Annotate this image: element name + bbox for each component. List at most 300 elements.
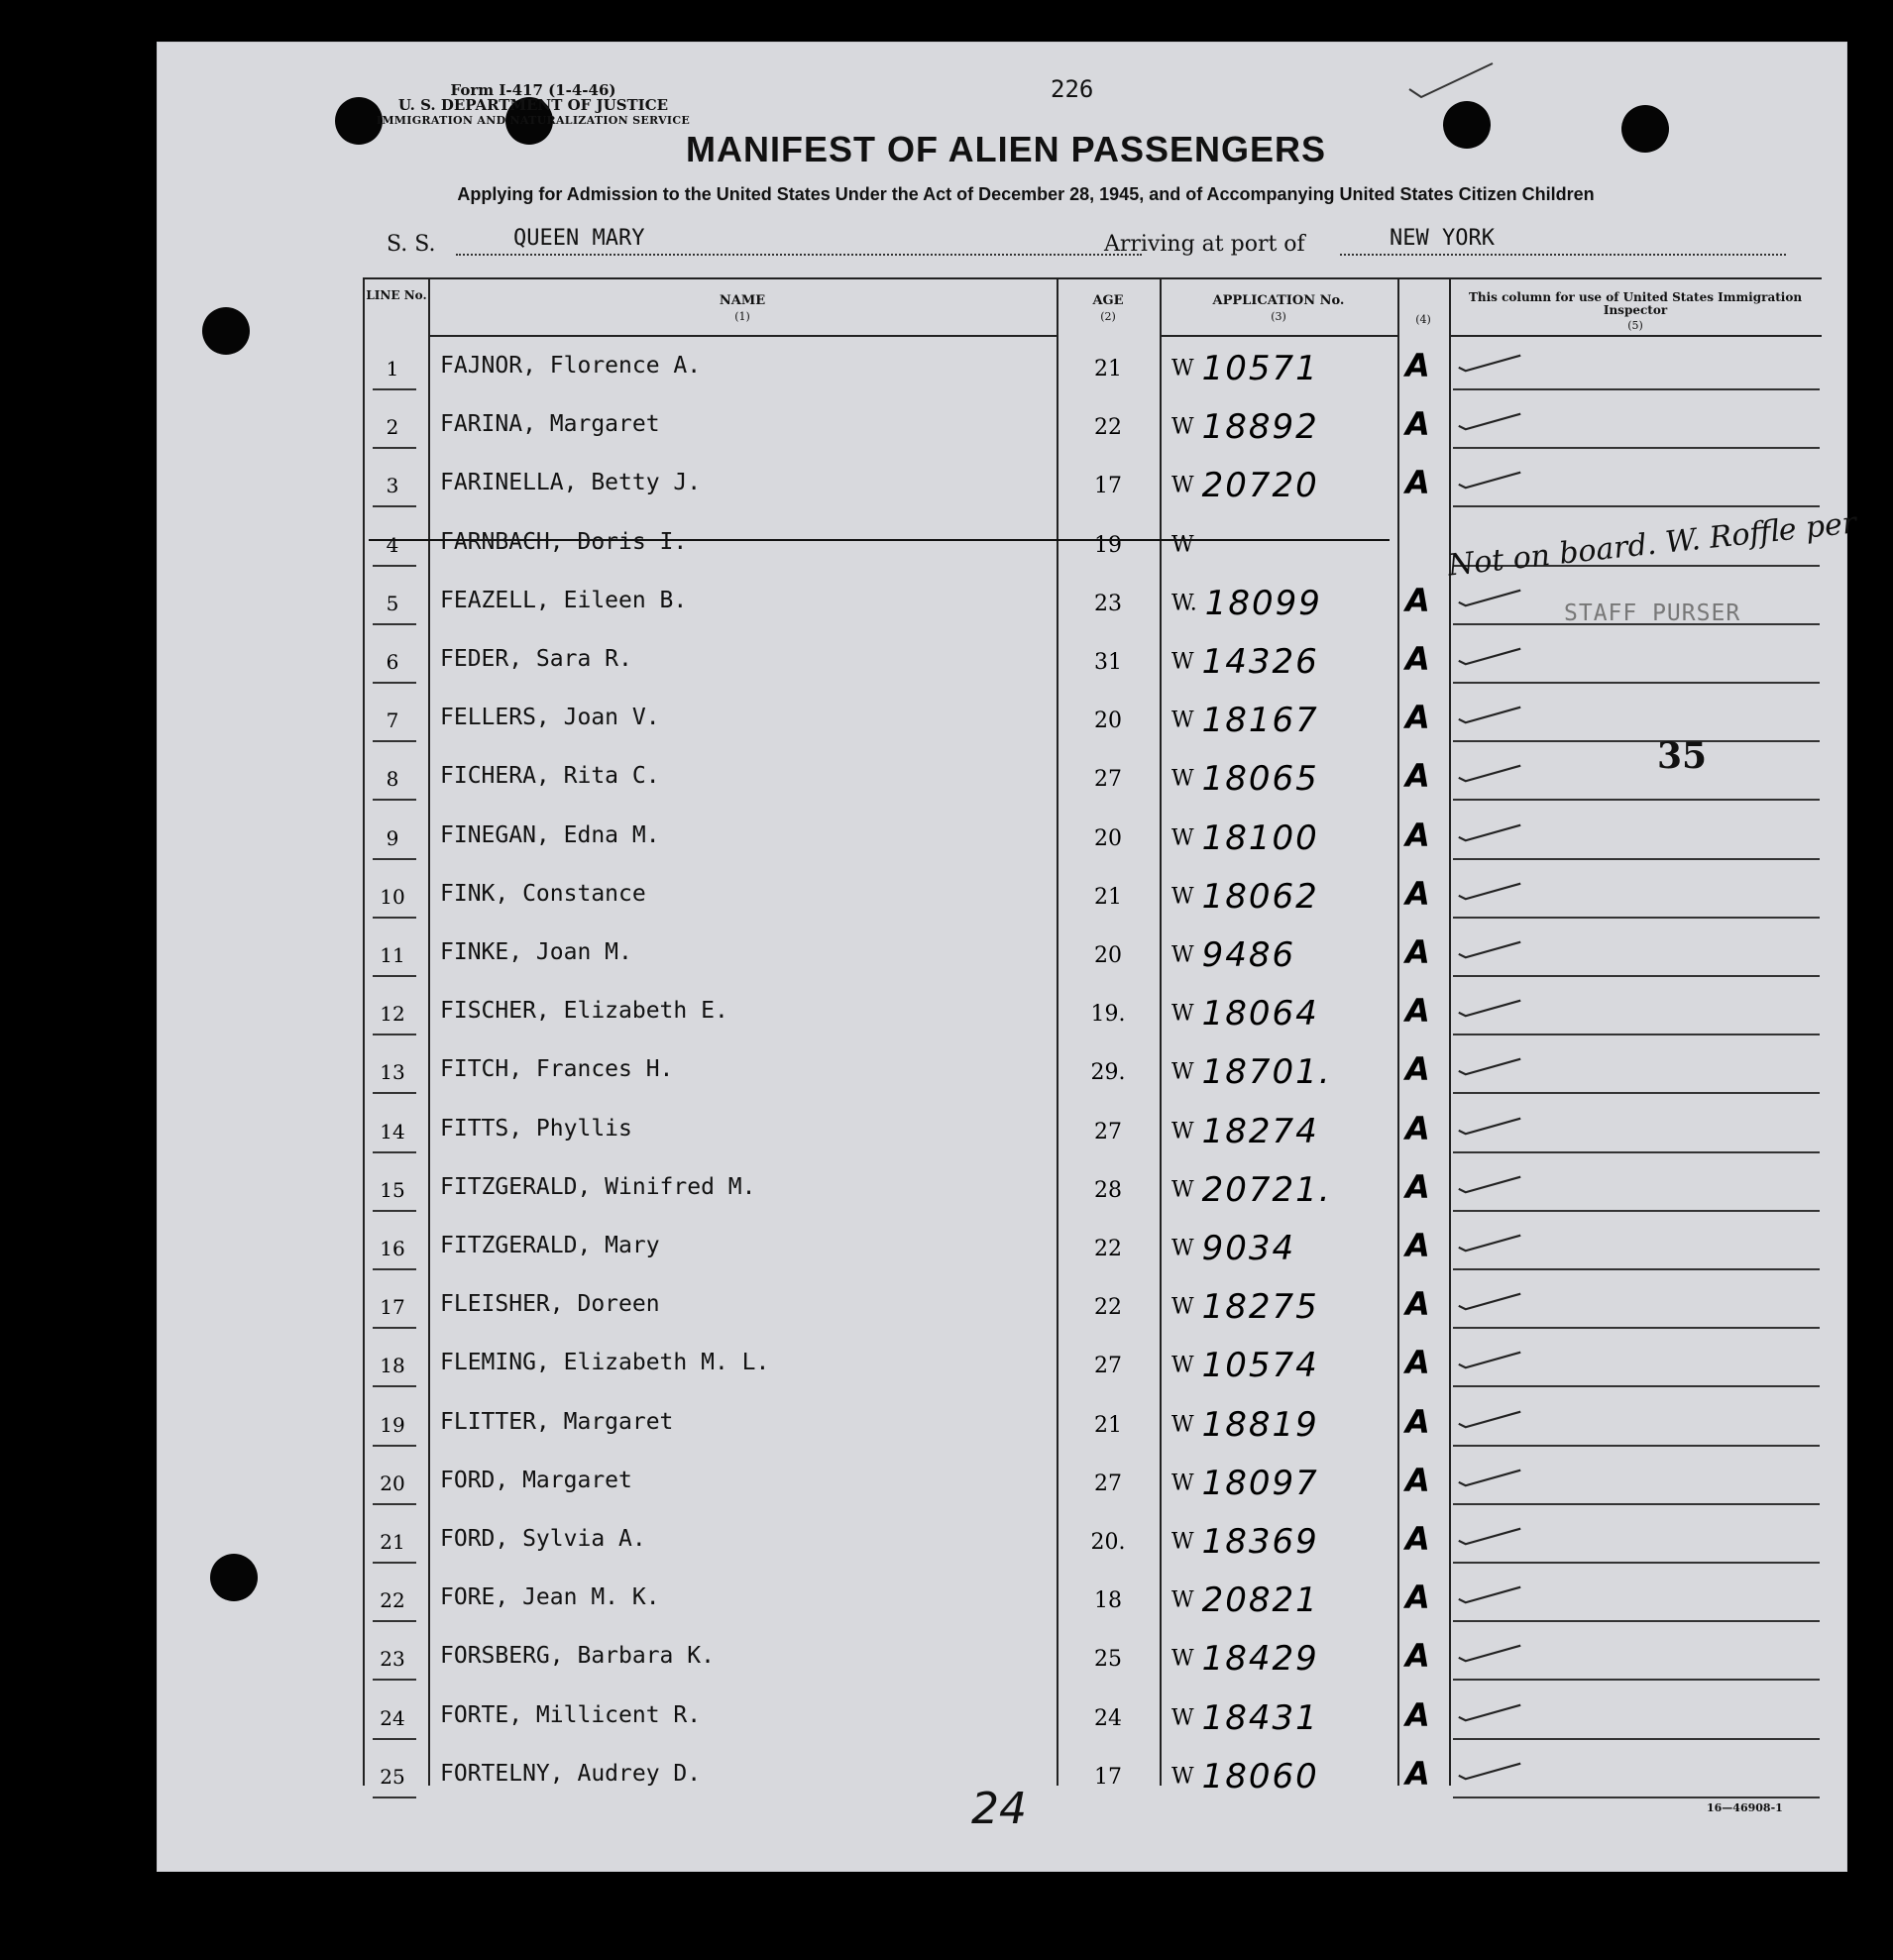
line-number-rule — [373, 799, 416, 801]
line-number-rule — [373, 1034, 416, 1035]
table-row — [363, 1042, 1822, 1101]
status-mark: A — [1405, 933, 1430, 971]
line-number-rule — [373, 975, 416, 977]
application-number-cell — [1171, 466, 1319, 505]
application-number: 9486 — [1201, 935, 1296, 975]
check-mark-icon — [1455, 640, 1524, 666]
status-mark: A — [1405, 1109, 1430, 1147]
table-row — [363, 1688, 1822, 1747]
application-number-cell — [1171, 349, 1319, 388]
header-application-label: APPLICATION No. — [1212, 293, 1345, 308]
table-row — [363, 926, 1822, 984]
status-mark: A — [1405, 640, 1430, 678]
application-number-cell — [1171, 1052, 1332, 1092]
application-prefix: W — [1171, 1646, 1194, 1672]
check-mark-icon — [1455, 699, 1524, 724]
passenger-name: FEDER, Sara R. — [440, 646, 632, 672]
application-prefix: W — [1171, 1353, 1194, 1378]
inspector-rule — [1453, 975, 1820, 977]
status-mark: A — [1405, 1637, 1430, 1676]
form-number: Form I-417 (1-4-46) — [450, 81, 616, 99]
line-number: 24 — [380, 1705, 405, 1730]
header-inspector-num: (5) — [1627, 319, 1643, 332]
application-prefix: W — [1171, 532, 1194, 558]
line-number-rule — [373, 1503, 416, 1505]
table-row — [363, 339, 1822, 397]
passenger-name: FELLERS, Joan V. — [440, 705, 660, 731]
application-number-cell — [1171, 584, 1322, 623]
line-number: 8 — [386, 767, 399, 792]
status-mark: A — [1405, 1520, 1430, 1558]
line-number-rule — [373, 1092, 416, 1094]
line-number: 2 — [386, 415, 399, 440]
status-mark: A — [1405, 464, 1430, 502]
table-row — [363, 1747, 1822, 1805]
line-number-rule — [373, 1445, 416, 1447]
line-number: 9 — [386, 825, 399, 850]
passenger-age: 22 — [1094, 415, 1122, 441]
table-row — [363, 456, 1822, 514]
passenger-name: FLEISHER, Doreen — [440, 1291, 660, 1318]
form-info — [355, 83, 712, 128]
line-number-rule — [373, 917, 416, 919]
passenger-age: 20 — [1094, 708, 1122, 734]
passenger-age: 24 — [1094, 1705, 1122, 1731]
line-number: 19 — [380, 1412, 405, 1437]
passenger-name: FEAZELL, Eileen B. — [440, 587, 688, 613]
inspector-rule — [1453, 1562, 1820, 1564]
application-number: 18429 — [1201, 1639, 1319, 1680]
page-number: 226 — [1051, 75, 1094, 103]
line-number: 23 — [380, 1647, 405, 1672]
passenger-name: FORTELNY, Audrey D. — [440, 1760, 702, 1787]
application-number: 18892 — [1201, 407, 1319, 448]
line-number: 11 — [380, 943, 405, 967]
check-mark-icon — [1455, 992, 1524, 1018]
passenger-age: 19 — [1094, 532, 1122, 558]
application-number: 18701. — [1201, 1052, 1332, 1093]
line-number: 15 — [380, 1177, 405, 1202]
table-top-rule — [363, 277, 1822, 279]
passenger-name: FORE, Jean M. K. — [440, 1584, 660, 1611]
application-number: 10574 — [1201, 1346, 1319, 1386]
passenger-age: 22 — [1094, 1295, 1122, 1321]
check-mark-icon — [1455, 347, 1524, 373]
line-number: 6 — [386, 650, 399, 674]
line-number: 12 — [380, 1002, 405, 1027]
application-prefix: W — [1171, 1705, 1194, 1731]
check-mark-icon — [1455, 405, 1524, 431]
table-row — [363, 1277, 1822, 1336]
inspector-rule — [1453, 1268, 1820, 1270]
line-number: 4 — [386, 532, 399, 557]
application-number-cell — [1171, 1112, 1319, 1151]
inspector-rule — [1453, 682, 1820, 684]
status-mark: A — [1405, 816, 1430, 854]
handwritten-page-total: 24 — [971, 1784, 1027, 1834]
inspector-rule — [1453, 1092, 1820, 1094]
application-prefix: W — [1171, 473, 1194, 498]
form-print-code: 16—46908-1 — [1707, 1801, 1783, 1814]
line-number: 5 — [386, 591, 399, 615]
line-number: 20 — [380, 1470, 405, 1495]
table-row — [363, 691, 1822, 749]
status-mark: A — [1405, 581, 1430, 619]
ship-name: QUEEN MARY — [513, 226, 645, 251]
table-row — [363, 1512, 1822, 1571]
line-number: 17 — [380, 1295, 405, 1320]
table-row — [363, 749, 1822, 808]
document-title: MANIFEST OF ALIEN PASSENGERS — [685, 129, 1327, 169]
inspector-rule — [1453, 1679, 1820, 1681]
status-mark: A — [1405, 347, 1430, 384]
not-on-board-annotation: Not on board. W. Roffle per — [1446, 505, 1858, 584]
line-number: 7 — [386, 708, 399, 733]
check-mark-icon — [1455, 1168, 1524, 1194]
application-number-cell — [1171, 1757, 1319, 1797]
inspector-rule — [1453, 1620, 1820, 1622]
application-prefix: W — [1171, 1236, 1194, 1261]
application-number-cell — [1171, 525, 1202, 565]
application-number: 14326 — [1201, 642, 1319, 682]
line-number-rule — [373, 1679, 416, 1681]
passenger-age: 20. — [1090, 1530, 1126, 1555]
inspector-rule — [1453, 1797, 1820, 1798]
application-prefix: W — [1171, 1529, 1194, 1555]
application-number: 18167 — [1201, 701, 1319, 741]
passenger-age: 21 — [1094, 1412, 1122, 1438]
punch-hole — [202, 307, 250, 355]
status-mark: A — [1405, 1344, 1430, 1382]
inspector-rule — [1453, 799, 1820, 801]
status-mark: A — [1405, 757, 1430, 796]
passenger-age: 23 — [1094, 591, 1122, 616]
header-name-num: (1) — [734, 310, 750, 323]
inspector-rule — [1453, 1327, 1820, 1329]
application-number-cell — [1171, 877, 1319, 917]
inspector-rule — [1453, 740, 1820, 742]
check-mark-icon — [1455, 757, 1524, 783]
status-mark: A — [1405, 1167, 1430, 1206]
inspector-rule — [1453, 1034, 1820, 1035]
application-number: 18065 — [1201, 759, 1319, 800]
passenger-name: FITCH, Frances H. — [440, 1056, 674, 1083]
check-mark-icon — [1455, 1403, 1524, 1429]
application-prefix: W — [1171, 942, 1194, 968]
inspector-rule — [1453, 1445, 1820, 1447]
passenger-name: FITZGERALD, Winifred M. — [440, 1173, 756, 1200]
passenger-age: 17 — [1094, 1764, 1122, 1790]
line-number: 21 — [380, 1530, 405, 1554]
application-number-cell — [1171, 407, 1319, 447]
header-rule-app — [1160, 335, 1397, 337]
passenger-name: FORSBERG, Barbara K. — [440, 1643, 715, 1670]
passenger-count: 35 — [1657, 735, 1708, 777]
line-number: 13 — [380, 1060, 405, 1085]
inspector-rule — [1453, 1385, 1820, 1387]
document-subtitle: Applying for Admission to the United States Under the Act of December 28, 1945, and of Accompanying United States Citizen Children — [457, 184, 1595, 204]
inspector-rule — [1453, 1210, 1820, 1212]
application-number-cell — [1171, 1580, 1319, 1620]
inspector-rule — [1453, 1503, 1820, 1505]
line-number: 10 — [380, 884, 405, 909]
application-number-cell — [1171, 1639, 1319, 1679]
application-prefix: W — [1171, 1412, 1194, 1438]
application-number-cell — [1171, 1229, 1295, 1268]
line-number-rule — [373, 1385, 416, 1387]
passenger-age: 22 — [1094, 1237, 1122, 1261]
line-number-rule — [373, 565, 416, 567]
header-age — [1057, 293, 1160, 343]
application-number: 18097 — [1201, 1463, 1319, 1503]
status-mark: A — [1405, 1050, 1430, 1089]
check-mark-icon — [1407, 59, 1497, 99]
passenger-name: FARINELLA, Betty J. — [440, 470, 702, 496]
line-number: 14 — [380, 1119, 405, 1143]
passenger-name: FITTS, Phyllis — [440, 1115, 632, 1142]
application-number-cell — [1171, 1405, 1319, 1445]
application-prefix: W — [1171, 884, 1194, 910]
application-number: 18369 — [1201, 1522, 1319, 1562]
application-prefix: W — [1171, 708, 1194, 733]
table-row — [363, 867, 1822, 926]
check-mark-icon — [1455, 1755, 1524, 1781]
line-number-rule — [373, 740, 416, 742]
passenger-age: 27 — [1094, 1354, 1122, 1379]
inspector-rule — [1453, 505, 1820, 507]
check-mark-icon — [1455, 817, 1524, 842]
line-number-rule — [373, 1738, 416, 1740]
check-mark-icon — [1455, 1696, 1524, 1722]
table-row — [363, 1102, 1822, 1160]
application-prefix: W — [1171, 825, 1194, 851]
line-number: 3 — [386, 474, 399, 498]
table-row — [363, 984, 1822, 1042]
line-number-rule — [373, 505, 416, 507]
line-number: 22 — [380, 1588, 405, 1613]
line-number: 16 — [380, 1237, 405, 1260]
application-number: 18431 — [1201, 1697, 1319, 1738]
inspector-rule — [1453, 447, 1820, 449]
passenger-name: FISCHER, Elizabeth E. — [440, 998, 728, 1025]
ship-name-rule — [456, 254, 1142, 256]
strike-through-line — [369, 539, 1390, 541]
check-mark-icon — [1455, 875, 1524, 901]
application-number-cell — [1171, 1698, 1319, 1738]
line-number-rule — [373, 1620, 416, 1622]
passenger-name: FORD, Sylvia A. — [440, 1526, 646, 1552]
table-row — [363, 1571, 1822, 1629]
check-mark-icon — [1455, 582, 1524, 607]
status-mark: A — [1405, 1227, 1430, 1264]
line-number-rule — [373, 388, 416, 390]
table-row — [363, 397, 1822, 456]
line-number-rule — [373, 1151, 416, 1153]
manifest-table — [363, 277, 1822, 1797]
check-mark-icon — [1455, 1227, 1524, 1252]
application-prefix: W — [1171, 414, 1194, 440]
line-number-rule — [373, 623, 416, 625]
check-mark-icon — [1455, 1462, 1524, 1487]
header-line-no: LINE No. — [366, 288, 427, 302]
passenger-name: FINEGAN, Edna M. — [440, 821, 660, 848]
passenger-age: 28 — [1094, 1177, 1122, 1203]
application-prefix: W — [1171, 1001, 1194, 1027]
line-number: 1 — [386, 357, 399, 381]
application-number-cell — [1171, 818, 1319, 858]
status-mark: A — [1405, 1285, 1430, 1324]
passenger-name: FAJNOR, Florence A. — [440, 353, 702, 379]
port-name: NEW YORK — [1390, 226, 1495, 251]
check-mark-icon — [1455, 1637, 1524, 1663]
application-prefix: W — [1171, 356, 1194, 381]
passenger-age: 21 — [1094, 884, 1122, 910]
status-mark: A — [1405, 1579, 1430, 1617]
status-mark: A — [1405, 405, 1430, 444]
passenger-name: FARNBACH, Doris I. — [440, 528, 688, 555]
passenger-age: 25 — [1094, 1647, 1122, 1673]
application-number: 20720 — [1201, 466, 1319, 506]
passenger-age: 20 — [1094, 943, 1122, 968]
application-number: 18099 — [1204, 583, 1322, 623]
table-row — [363, 1454, 1822, 1512]
header-age-num: (2) — [1100, 310, 1116, 323]
table-row — [363, 1160, 1822, 1219]
application-prefix: W — [1171, 1059, 1194, 1085]
status-mark: A — [1405, 1695, 1430, 1734]
passenger-name: FLEMING, Elizabeth M. L. — [440, 1350, 770, 1376]
status-mark: A — [1405, 1754, 1430, 1793]
inspector-rule — [1453, 1738, 1820, 1740]
check-mark-icon — [1455, 1344, 1524, 1369]
application-number-cell — [1171, 1346, 1319, 1385]
application-prefix: W — [1171, 1764, 1194, 1790]
passenger-age: 29. — [1090, 1060, 1126, 1086]
passenger-age: 31 — [1094, 650, 1122, 675]
header-col4-num: (4) — [1415, 313, 1431, 326]
table-row — [363, 809, 1822, 867]
passenger-name: FORD, Margaret — [440, 1467, 632, 1493]
passenger-age: 19. — [1090, 1002, 1126, 1028]
line-number-rule — [373, 447, 416, 449]
application-number: 20721. — [1201, 1169, 1332, 1210]
service-name: IMMIGRATION AND NATURALIZATION SERVICE — [376, 114, 691, 127]
application-prefix: W — [1171, 1119, 1194, 1144]
application-number-cell — [1171, 1464, 1319, 1503]
application-number-cell — [1171, 994, 1319, 1034]
application-number-cell — [1171, 642, 1319, 682]
application-prefix: W — [1171, 649, 1194, 675]
line-number-rule — [373, 1268, 416, 1270]
application-number-cell — [1171, 701, 1319, 740]
application-prefix: W — [1171, 1294, 1194, 1320]
application-prefix: W — [1171, 1470, 1194, 1496]
application-number: 18064 — [1201, 994, 1319, 1034]
application-number: 18274 — [1201, 1111, 1319, 1151]
line-number-rule — [373, 1562, 416, 1564]
table-row — [363, 1219, 1822, 1277]
table-row — [363, 1336, 1822, 1394]
table-row — [363, 1395, 1822, 1454]
passenger-age: 27 — [1094, 1119, 1122, 1144]
port-label: Arriving at port of — [1104, 232, 1305, 257]
application-number-cell — [1171, 1522, 1319, 1562]
status-mark: A — [1405, 874, 1430, 913]
application-number-cell — [1171, 935, 1295, 975]
table-row — [363, 1629, 1822, 1688]
line-number: 25 — [380, 1764, 405, 1789]
header-rule-name — [428, 335, 1057, 337]
passenger-age: 17 — [1094, 474, 1122, 499]
application-prefix: W — [1171, 1177, 1194, 1203]
status-mark: A — [1405, 699, 1430, 737]
application-number: 18819 — [1201, 1404, 1319, 1445]
application-number: 10571 — [1201, 349, 1319, 388]
header-name-label: NAME — [719, 293, 766, 308]
passenger-name: FINK, Constance — [440, 880, 646, 907]
application-number-cell — [1171, 759, 1319, 799]
application-number: 18060 — [1201, 1756, 1319, 1797]
check-mark-icon — [1455, 1050, 1524, 1076]
passenger-age: 21 — [1094, 357, 1122, 381]
status-mark: A — [1405, 1461, 1430, 1499]
application-number: 20821 — [1201, 1580, 1319, 1621]
inspector-rule — [1453, 917, 1820, 919]
inspector-rule — [1453, 1151, 1820, 1153]
passenger-name: FLITTER, Margaret — [440, 1408, 674, 1435]
application-number: 9034 — [1201, 1229, 1296, 1268]
department-name: U. S. DEPARTMENT OF JUSTICE — [397, 96, 669, 114]
application-prefix: W — [1171, 766, 1194, 792]
application-number-cell — [1171, 1170, 1332, 1210]
check-mark-icon — [1455, 1520, 1524, 1546]
header-inspector-label: This column for use of United States Immigration Inspector — [1468, 290, 1803, 317]
line-number-rule — [373, 1797, 416, 1798]
application-number-cell — [1171, 1287, 1319, 1327]
passenger-age: 20 — [1094, 825, 1122, 851]
ship-prefix-label: S. S. — [387, 232, 436, 257]
line-number-rule — [373, 858, 416, 860]
application-prefix: W. — [1171, 591, 1197, 616]
status-mark: A — [1405, 992, 1430, 1031]
application-number: 18100 — [1201, 817, 1319, 858]
check-mark-icon — [1455, 1110, 1524, 1136]
header-inspector — [1449, 291, 1822, 341]
application-number: 18275 — [1201, 1287, 1319, 1328]
punch-hole — [210, 1554, 258, 1601]
application-prefix: W — [1171, 1587, 1194, 1613]
line-number-rule — [373, 682, 416, 684]
inspector-rule — [1453, 388, 1820, 390]
staff-purser-stamp: STAFF PURSER — [1564, 600, 1741, 626]
inspector-rule — [1453, 858, 1820, 860]
ship-info-row — [387, 226, 1824, 262]
header-application-num: (3) — [1271, 310, 1286, 323]
header-age-label: AGE — [1092, 293, 1124, 308]
status-mark: A — [1405, 1402, 1430, 1441]
passenger-name: FARINA, Margaret — [440, 411, 660, 438]
check-mark-icon — [1455, 933, 1524, 959]
passenger-age: 27 — [1094, 1470, 1122, 1496]
line-number-rule — [373, 1327, 416, 1329]
passenger-name: FICHERA, Rita C. — [440, 763, 660, 790]
passenger-name: FITZGERALD, Mary — [440, 1233, 660, 1258]
check-mark-icon — [1455, 464, 1524, 490]
line-number: 18 — [380, 1354, 405, 1378]
port-rule — [1340, 254, 1786, 256]
application-number: 18062 — [1201, 876, 1319, 917]
line-number-rule — [373, 1210, 416, 1212]
